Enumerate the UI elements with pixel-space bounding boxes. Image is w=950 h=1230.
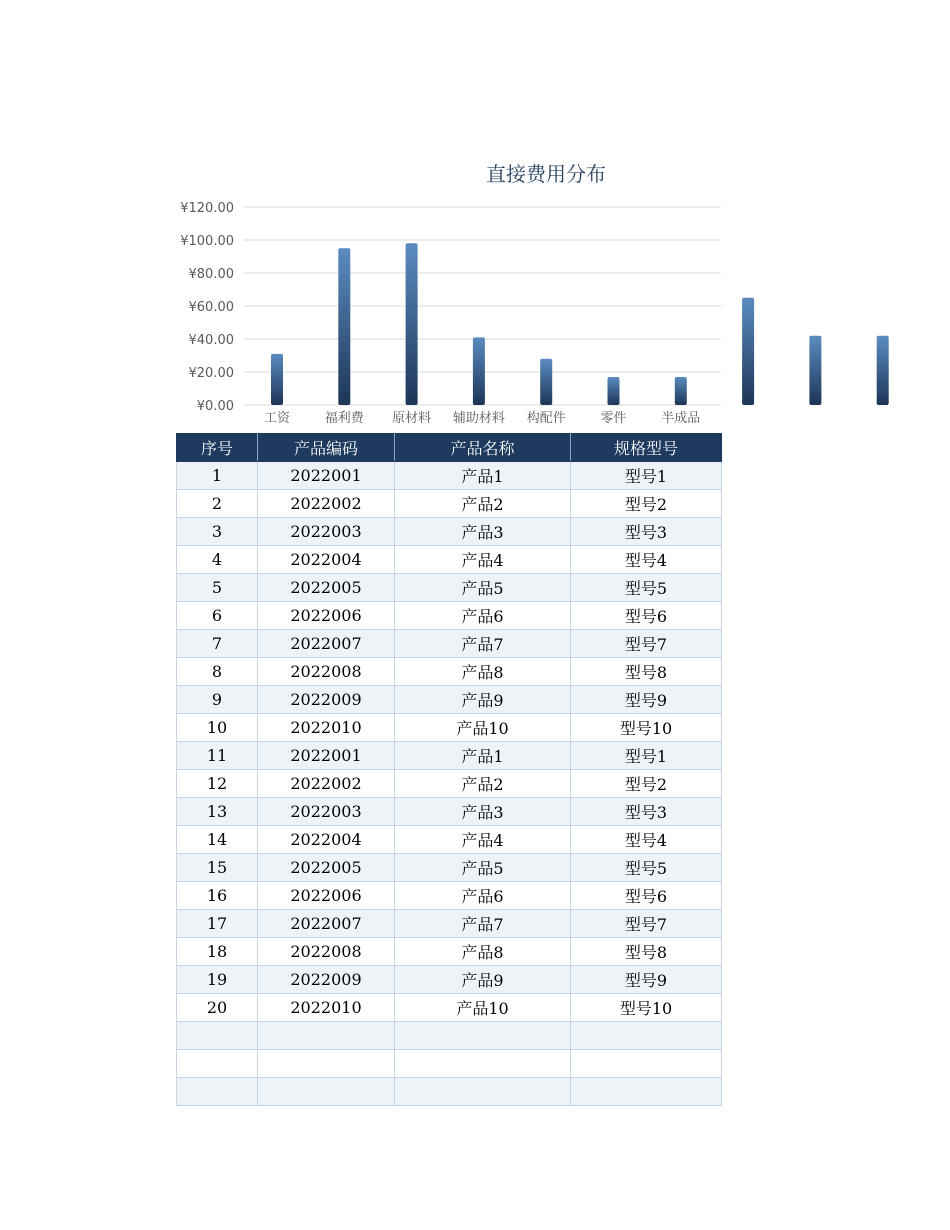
cell-product-code: 2022010 [258, 714, 395, 742]
cell-product-code: 2022009 [258, 966, 395, 994]
cell-product-name: 产品5 [395, 574, 571, 602]
table-row [177, 938, 722, 966]
cell-spec-model: 型号7 [571, 630, 722, 658]
x-tick-label: 零件 [600, 411, 627, 426]
table-row [177, 994, 722, 1022]
cell-product-name: 产品4 [395, 546, 571, 574]
table-row [177, 546, 722, 574]
table-header-row [177, 434, 722, 462]
cell-product-name: 产品1 [395, 742, 571, 770]
cell-product-name: 产品10 [395, 994, 571, 1022]
cell-spec-model: 型号9 [571, 686, 722, 714]
cell-product-code: 2022008 [258, 938, 395, 966]
cell-product-name: 产品2 [395, 770, 571, 798]
cell-product-name [395, 1050, 571, 1078]
header-spec-model: 规格型号 [571, 434, 722, 462]
cell-product-name: 产品2 [395, 490, 571, 518]
cell-serial-no: 9 [177, 686, 258, 714]
table-row [177, 742, 722, 770]
cell-serial-no: 6 [177, 602, 258, 630]
cell-product-name: 产品6 [395, 882, 571, 910]
bar [271, 354, 283, 405]
cell-serial-no: 3 [177, 518, 258, 546]
cell-product-code: 2022007 [258, 910, 395, 938]
x-tick-label: 原材料 [392, 411, 432, 426]
cell-product-code: 2022008 [258, 658, 395, 686]
cell-product-name: 产品7 [395, 910, 571, 938]
cell-product-code: 2022002 [258, 490, 395, 518]
cell-spec-model: 型号6 [571, 882, 722, 910]
cell-spec-model [571, 1022, 722, 1050]
bar [742, 298, 754, 405]
cell-product-name: 产品10 [395, 714, 571, 742]
cell-spec-model: 型号5 [571, 854, 722, 882]
table-row [177, 714, 722, 742]
y-axis-ticks [180, 201, 234, 414]
table-row [177, 462, 722, 490]
cell-spec-model: 型号2 [571, 490, 722, 518]
cell-serial-no: 20 [177, 994, 258, 1022]
cell-product-name: 产品4 [395, 826, 571, 854]
cell-spec-model: 型号1 [571, 462, 722, 490]
cell-serial-no: 7 [177, 630, 258, 658]
x-tick-label: 辅助材料 [452, 411, 505, 426]
cell-spec-model: 型号9 [571, 966, 722, 994]
header-product-code: 产品编码 [258, 434, 395, 462]
cell-spec-model: 型号3 [571, 518, 722, 546]
table-row [177, 490, 722, 518]
x-tick-label: 半成品 [661, 411, 701, 426]
cell-spec-model: 型号5 [571, 574, 722, 602]
table-row [177, 574, 722, 602]
table-row [177, 854, 722, 882]
bar [675, 377, 687, 405]
bar [338, 248, 350, 405]
cell-spec-model: 型号1 [571, 742, 722, 770]
cell-spec-model: 型号3 [571, 798, 722, 826]
table-row [177, 798, 722, 826]
cell-product-name: 产品9 [395, 966, 571, 994]
cell-spec-model: 型号8 [571, 658, 722, 686]
table-row [177, 1050, 722, 1078]
cell-product-name [395, 1022, 571, 1050]
cell-product-name: 产品5 [395, 854, 571, 882]
table-row [177, 966, 722, 994]
cell-spec-model [571, 1050, 722, 1078]
expense-bar-chart [0, 0, 950, 430]
cell-serial-no: 19 [177, 966, 258, 994]
table-row [177, 1022, 722, 1050]
cell-product-code: 2022006 [258, 882, 395, 910]
cell-product-name [395, 1078, 571, 1106]
cell-product-code: 2022009 [258, 686, 395, 714]
table-row [177, 686, 722, 714]
cell-product-code [258, 1022, 395, 1050]
cell-serial-no: 10 [177, 714, 258, 742]
cell-serial-no: 14 [177, 826, 258, 854]
bar [809, 336, 821, 405]
cell-product-code: 2022001 [258, 742, 395, 770]
cell-product-name: 产品1 [395, 462, 571, 490]
table-row [177, 882, 722, 910]
bar [473, 337, 485, 405]
cell-product-code [258, 1078, 395, 1106]
cell-product-code: 2022003 [258, 518, 395, 546]
cell-product-code: 2022006 [258, 602, 395, 630]
cell-serial-no: 4 [177, 546, 258, 574]
cell-product-code [258, 1050, 395, 1078]
chart-bars [271, 243, 889, 405]
y-tick-label: ¥0.00 [196, 399, 234, 414]
x-tick-label: 工资 [263, 411, 291, 426]
table-row [177, 1078, 722, 1106]
header-serial-no: 序号 [177, 434, 258, 462]
x-tick-label: 福利费 [324, 411, 364, 426]
bar [406, 243, 418, 405]
product-table [176, 433, 722, 1106]
cell-product-name: 产品6 [395, 602, 571, 630]
table-row [177, 602, 722, 630]
cell-product-name: 产品3 [395, 798, 571, 826]
table-row [177, 770, 722, 798]
x-tick-label: 构配件 [526, 411, 566, 426]
chart-title: 直接费用分布 [486, 162, 606, 186]
cell-product-code: 2022004 [258, 546, 395, 574]
cell-spec-model: 型号4 [571, 546, 722, 574]
cell-serial-no [177, 1078, 258, 1106]
y-tick-label: ¥40.00 [188, 333, 234, 348]
bar [540, 359, 552, 405]
cell-serial-no [177, 1022, 258, 1050]
header-product-name: 产品名称 [395, 434, 571, 462]
cell-product-name: 产品9 [395, 686, 571, 714]
cell-product-code: 2022004 [258, 826, 395, 854]
cell-spec-model: 型号4 [571, 826, 722, 854]
y-tick-label: ¥80.00 [188, 267, 234, 282]
cell-serial-no: 1 [177, 462, 258, 490]
cell-spec-model: 型号10 [571, 714, 722, 742]
cell-product-code: 2022001 [258, 462, 395, 490]
cell-product-code: 2022007 [258, 630, 395, 658]
cell-spec-model: 型号8 [571, 938, 722, 966]
y-tick-label: ¥60.00 [188, 300, 234, 315]
cell-product-name: 产品8 [395, 658, 571, 686]
cell-spec-model: 型号6 [571, 602, 722, 630]
cell-product-code: 2022005 [258, 854, 395, 882]
table-row [177, 658, 722, 686]
y-tick-label: ¥120.00 [180, 201, 234, 216]
cell-serial-no: 8 [177, 658, 258, 686]
cell-serial-no: 11 [177, 742, 258, 770]
table-row [177, 826, 722, 854]
bar [608, 377, 620, 405]
cell-product-code: 2022003 [258, 798, 395, 826]
cell-spec-model: 型号10 [571, 994, 722, 1022]
cell-serial-no: 15 [177, 854, 258, 882]
cell-product-code: 2022010 [258, 994, 395, 1022]
cell-serial-no: 12 [177, 770, 258, 798]
cell-serial-no: 18 [177, 938, 258, 966]
cell-product-name: 产品8 [395, 938, 571, 966]
table-row [177, 518, 722, 546]
y-tick-label: ¥100.00 [180, 234, 234, 249]
cell-serial-no: 5 [177, 574, 258, 602]
cell-serial-no [177, 1050, 258, 1078]
cell-spec-model: 型号2 [571, 770, 722, 798]
y-tick-label: ¥20.00 [188, 366, 234, 381]
cell-spec-model [571, 1078, 722, 1106]
bar [877, 336, 889, 405]
cell-serial-no: 2 [177, 490, 258, 518]
cell-serial-no: 17 [177, 910, 258, 938]
cell-product-name: 产品7 [395, 630, 571, 658]
cell-product-name: 产品3 [395, 518, 571, 546]
table-row [177, 910, 722, 938]
table-body [177, 462, 722, 1106]
x-axis-ticks [264, 410, 700, 426]
cell-product-code: 2022002 [258, 770, 395, 798]
cell-product-code: 2022005 [258, 574, 395, 602]
cell-serial-no: 16 [177, 882, 258, 910]
cell-serial-no: 13 [177, 798, 258, 826]
table-row [177, 630, 722, 658]
cell-spec-model: 型号7 [571, 910, 722, 938]
